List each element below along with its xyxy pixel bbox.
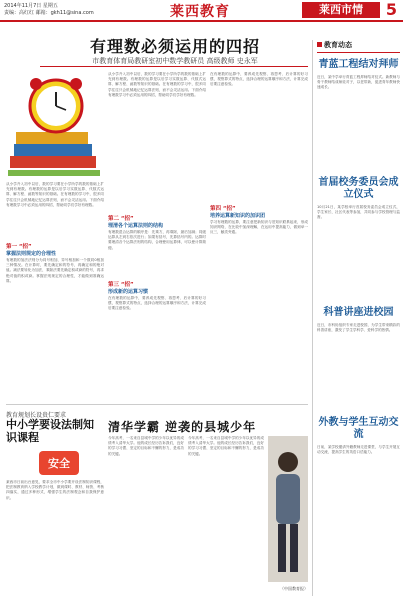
- section-1-subtitle: 掌握法则规定的合理性: [6, 251, 57, 257]
- date-line: 2014年11月7日 星期五: [4, 3, 58, 9]
- safety-badge-graphic: [38, 450, 80, 476]
- story2-kicker: 教育规划长设贵仁要求: [6, 412, 67, 419]
- sidebar-item-2-title: 首届校务委员会成立仪式: [318, 177, 399, 200]
- headline-rule: [40, 66, 308, 67]
- photo-caption: （中国教育报）: [280, 586, 308, 591]
- section-3-label: 第三 “招”: [108, 282, 134, 288]
- masthead-date: [4, 3, 94, 17]
- story3-headline: 清华学霸 逆袭的县城少年: [108, 420, 257, 434]
- section-4-text: 学习有理数的运算，要注意把新知识与旧知识联系起来，形成知识网络，在比较中加深理解，在运用中提高能力，做到举一反三，触类旁通。: [210, 220, 308, 235]
- badge-text: 安全: [48, 457, 70, 470]
- section-4-subtitle: 培养运算新知识的加识团: [210, 213, 266, 219]
- section-1-label: 第一 “招”: [6, 244, 32, 250]
- sidebar-item-1-title: 青蓝工程结对拜师: [318, 59, 399, 70]
- section-1-text: 有理数的加法法则分为同号相加、异号相加和一个数同0相加三种情况。在计算时，要先确定和的符号，再确定和的绝对值。减法要转化为加法，乘除法要先确定积或商的符号，再求绝对值的积或商。掌握法则规定的合理性，才能做到准确运算。: [6, 258, 104, 283]
- square-bullet-icon: [317, 42, 322, 47]
- section-3-text: 在有理数的运算中，要养成先观察、再思考、后计算的好习惯，观察算式的特点，选择合理的运算顺序和方法，计算完成后要注意检验。: [108, 296, 206, 311]
- column-name: 莱西市情: [302, 2, 380, 18]
- sidebar-item-2-text: 10月21日，某学校举行首届校务委员会成立仪式，学生家长、社区代表等参加，共同参与学校管理与监督。: [317, 205, 400, 220]
- sidebar-item-1-text: 近日，某中学举行青蓝工程拜师结对仪式。新教师与骨干教师结成师徒对子，以老带新，促进青年教师快速成长。: [317, 75, 400, 90]
- lead-byline: 市教育体育局教研室初中数学教研员 高级教师 史永军: [92, 57, 258, 65]
- sidebar-item-4-text: 日前，某学校邀请外籍教师走进课堂，与学生开展互动交流，提高学生的英语口语能力。: [317, 445, 400, 455]
- news-sidebar: [312, 40, 400, 596]
- sidebar-tag: [317, 40, 400, 53]
- editor-line: 责编：高红红 邮箱：gkh11@sina.com: [4, 10, 94, 16]
- story-divider: [6, 404, 308, 405]
- sidebar-tag-label: 教育动态: [324, 41, 352, 49]
- sidebar-item-4-title: 外教与学生互动交流: [318, 417, 399, 440]
- section-2-text: 有理数混合运算的顺序是：先乘方，再乘除，最后加减；同级运算从左到右依次进行；如果有括号，先算括号内的。运算时要理清各个运算法则的结构，合理使用运算律，可以使计算简便。: [108, 230, 206, 250]
- section-title: 莱西教育: [170, 4, 230, 20]
- section-3-text-continued: 在有理数的运算中，要养成先观察、再思考、后计算的好习惯，观察算式的特点，选择合理的运算顺序和方法，计算完成后要注意检验。: [210, 72, 308, 87]
- lead-intro-continued: 从小学升入初中以后，数的学习要在小学所学的数的基础上扩充到有理数。有理数的运算是以后学习实数运算、代数式运算、解方程、函数等知识的基础。在有理数的学习中，很多同学往往只会机械地记忆运算法则，而不会灵活运用。下面介绍有理数学习中必须运用的四招，帮助同学们学好有理数。: [108, 72, 206, 97]
- masthead: [0, 0, 403, 22]
- story3-text-col1: 今年高考，一名来自县城中学的少年以优异的成绩考入清华大学。他的成长经历告诉我们，良好的学习习惯、坚定的目标和不懈的努力，是成功的关键。: [108, 436, 184, 456]
- lead-intro: 从小学升入初中以后，数的学习要在小学所学的数的基础上扩充到有理数。有理数的运算是以后学习实数运算、代数式运算、解方程、函数等知识的基础。在有理数的学习中，很多同学往往只会机械地记忆运算法则，而不会灵活运用。下面介绍有理数学习中必须运用的四招，帮助同学们学好有理数。: [6, 182, 104, 207]
- lead-column-2: [108, 72, 206, 366]
- section-2-label: 第二 “招”: [108, 216, 134, 222]
- page-number: 5: [385, 0, 398, 19]
- story3-text-col2: 今年高考，一名来自县城中学的少年以优异的成绩考入清华大学。他的成长经历告诉我们，良好的学习习惯、坚定的目标和不懈的努力，是成功的关键。: [188, 436, 264, 456]
- sidebar-item-3-title: 科普讲座进校园: [323, 307, 394, 318]
- sidebar-item-3-text: 近日，市科协组织专家走进校园，为学生带来精彩的科普讲座，激发了学生学科学、爱科学的热情。: [317, 323, 400, 333]
- lead-headline: 有理数必须运用的四招: [89, 37, 260, 56]
- section-2-subtitle: 理清各个运算法则的结构: [108, 223, 164, 229]
- section-3-subtitle: 形成新的运算习惯: [108, 289, 149, 295]
- story2-headline: 中小学要设法制知识课程: [6, 418, 94, 444]
- lead-column-3: [210, 72, 308, 370]
- lead-column-1: [6, 182, 104, 378]
- section-4-label: 第四 “招”: [210, 206, 236, 212]
- student-photo: [268, 436, 308, 582]
- story2-text: 莱西市日前出台意见，要求全市中小学要开设法制知识课程，把法制教育纳入学校教学计划，做到课时、教材、师资、考核四落实，通过多种形式，增强学生的法制观念和自我保护意识。: [6, 480, 104, 500]
- clock-books-illustration: [6, 70, 102, 178]
